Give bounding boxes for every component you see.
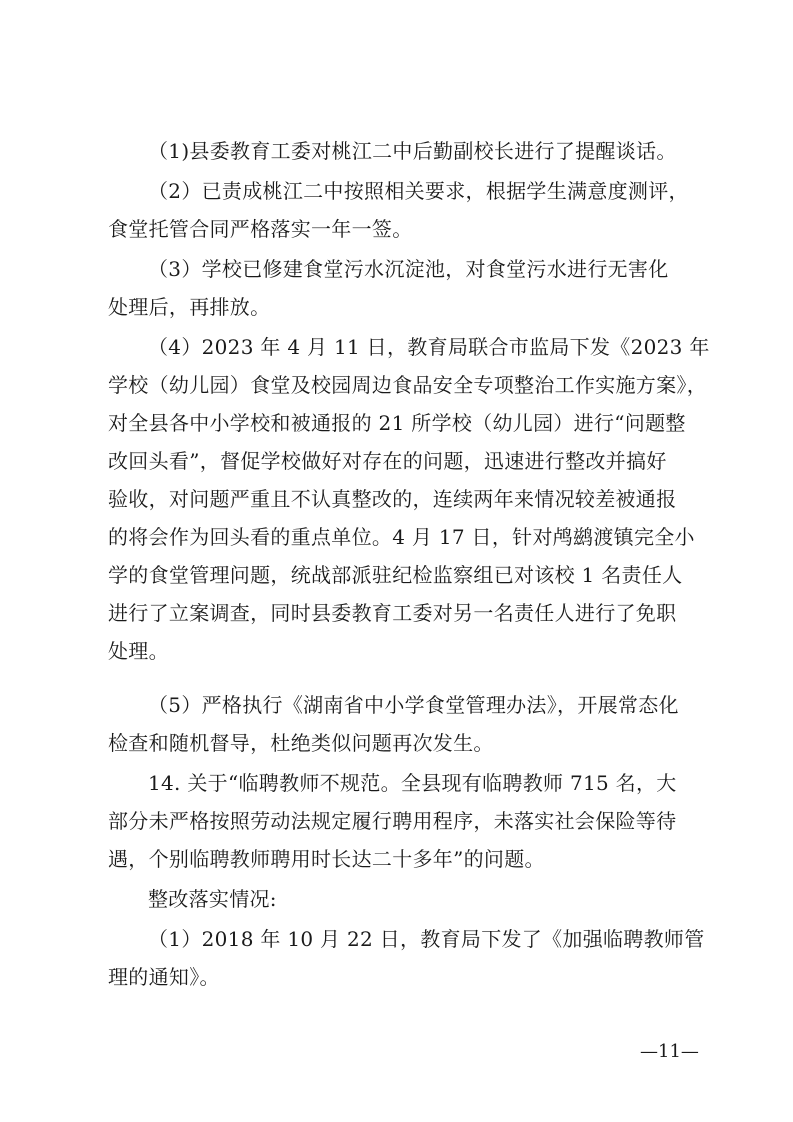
rectification-1-line-1: （1）2018 年 10 月 22 日，教育局下发了《加强临聘教师管	[148, 927, 705, 951]
item-14-line-1: 14. 关于“临聘教师不规范。全县现有临聘教师 715 名，大	[148, 771, 677, 795]
paragraph-5-line-2: 检查和随机督导，杜绝类似问题再次发生。	[108, 731, 494, 755]
paragraph-4-line-1: （4）2023 年 4 月 11 日，教育局联合市监局下发《2023 年	[148, 335, 710, 359]
paragraph-3-line-1: （3）学校已修建食堂污水沉淀池，对食堂污水进行无害化	[148, 257, 669, 281]
paragraph-4-line-7: 学的食堂管理问题，统战部派驻纪检监察组已对该校 1 名责任人	[108, 563, 683, 587]
item-14-line-3: 遇，个别临聘教师聘用时长达二十多年”的问题。	[108, 847, 545, 871]
paragraph-4-line-2: 学校（幼儿园）食堂及校园周边食品安全专项整治工作实施方案》，	[108, 373, 707, 397]
paragraph-2-line-2: 食堂托管合同严格落实一年一签。	[108, 217, 413, 241]
paragraph-5-line-1: （5）严格执行《湖南省中小学食堂管理办法》，开展常态化	[148, 693, 679, 717]
item-14-line-2: 部分未严格按照劳动法规定履行聘用程序，未落实社会保险等待	[108, 809, 677, 833]
section-heading-rectification: 整改落实情况:	[148, 887, 277, 911]
paragraph-4-line-4: 改回头看”，督促学校做好对存在的问题，迅速进行整改并搞好	[108, 449, 667, 473]
paragraph-4-line-5: 验收，对问题严重且不认真整改的，连续两年来情况较差被通报	[108, 487, 677, 511]
rectification-1-line-2: 理的通知》。	[108, 965, 220, 989]
paragraph-1-line-1: （1)县委教育工委对桃江二中后勤副校长进行了提醒谈话。	[148, 139, 677, 163]
paragraph-4-line-9: 处理。	[108, 639, 169, 663]
paragraph-4-line-8: 进行了立案调查，同时县委教育工委对另一名责任人进行了免职	[108, 601, 677, 625]
paragraph-4-line-6: 的将会作为回头看的重点单位。4 月 17 日，针对鸬鹚渡镇完全小	[108, 525, 695, 549]
paragraph-4-line-3: 对全县各中小学校和被通报的 21 所学校（幼儿园）进行“问题整	[108, 411, 686, 435]
page-number: —11—	[640, 1041, 699, 1062]
paragraph-3-line-2: 处理后，再排放。	[108, 295, 271, 319]
paragraph-2-line-1: （2）已责成桃江二中按照相关要求，根据学生满意度测评，	[148, 179, 689, 203]
